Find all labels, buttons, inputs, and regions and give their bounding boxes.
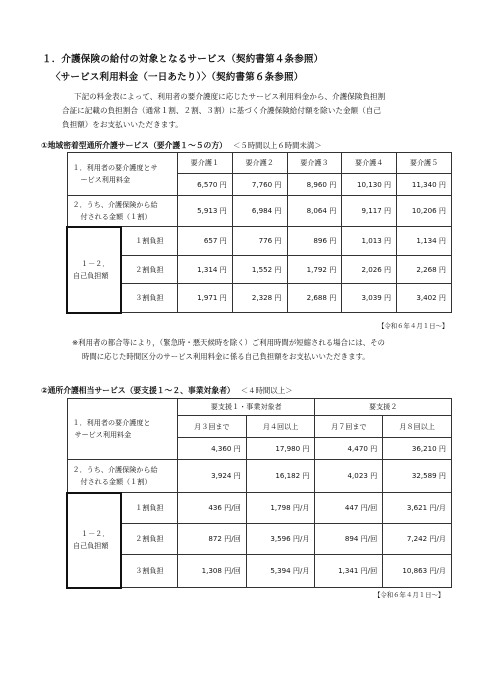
- burden-cell: 447 円/回: [315, 493, 383, 524]
- fee-cell: 36,210 円: [383, 438, 452, 460]
- insurance-cell: 9,117 円: [342, 196, 397, 227]
- insurance-cell: 6,984 円: [232, 196, 287, 227]
- fee-cell: 17,980 円: [246, 438, 315, 460]
- fee-cell: 6,570 円: [177, 174, 232, 196]
- self-pay-label: [67, 227, 121, 313]
- section-heading: １．介護保険の給付の対象となるサービス（契約書第４条参照）: [42, 54, 324, 65]
- subheader-up-to-3: 月３回まで: [178, 416, 247, 438]
- section1-title-text: ①地域密着型通所介護サービス（要介護１～５の方）: [41, 141, 227, 150]
- self-pay-label-line1: １－２．: [81, 258, 110, 268]
- burden-cell: 3,402 円: [397, 284, 452, 313]
- row2-label-line2: 付される金額（１割）: [80, 476, 152, 486]
- burden-cell: 1,792 円: [287, 256, 342, 284]
- insurance-cell: 3,924 円: [178, 460, 247, 493]
- subheader-up-to-7: 月７回まで: [315, 416, 383, 438]
- burden-cell: 5,394 円/月: [246, 555, 315, 588]
- burden-cell: 1,552 円: [232, 256, 287, 284]
- row2-label-line1: ２．うち、介護保険から給: [72, 199, 158, 209]
- header-care-level-2: 要介護２: [232, 153, 287, 174]
- header-care-level-5: 要介護５: [397, 153, 452, 174]
- header-care-level-1: 要介護１: [177, 153, 232, 174]
- section1-fee-table: [66, 152, 452, 314]
- self-pay-label-line2: 自己負担額: [73, 270, 109, 280]
- row1-label-line1: １．利用者の要介護度とサ: [72, 163, 158, 172]
- fee-cell: 7,760 円: [232, 174, 287, 196]
- header-care-level-3: 要介護３: [287, 153, 342, 174]
- fee-cell: 4,470 円: [315, 438, 383, 460]
- section2-effective-date: 【令和６年４月１日～】: [374, 591, 445, 599]
- header-support-1: 要支援１・事業対象者: [178, 399, 315, 416]
- subheader-8-plus: 月８回以上: [383, 416, 452, 438]
- row1-label-line2: サービス利用料金: [74, 430, 132, 439]
- intro-line-3: 負担額）をお支払いいただきます。: [62, 120, 183, 129]
- row2-label-line1: ２．うち、介護保険から給: [72, 464, 158, 474]
- insurance-cell: 10,206 円: [397, 196, 452, 227]
- burden-cell: 1,798 円/月: [246, 493, 315, 524]
- row2-label-line2: 付される金額（１割）: [80, 211, 152, 221]
- intro-line-2: 合証に記載の負担割合（通常１割、２割、３割）に基づく介護保険給付額を除いた金額（自己: [62, 106, 381, 115]
- insurance-cell: 8,064 円: [287, 196, 342, 227]
- self-pay-label-line1: １－２．: [81, 529, 110, 538]
- row1-label: [67, 399, 178, 460]
- burden-cell: 2,026 円: [342, 256, 397, 284]
- row2-label: [67, 460, 178, 493]
- fee-cell: 4,360 円: [178, 438, 247, 460]
- burden-cell: 894 円/回: [315, 524, 383, 555]
- section2-title-text: ②通所介護相当サービス（要支援１～２、事業対象者）: [41, 386, 235, 395]
- burden-cell: 10,863 円/月: [383, 555, 452, 588]
- burden-cell: 657 円: [177, 227, 232, 256]
- section1-effective-date: 【令和６年４月１日～】: [378, 322, 449, 330]
- burden-cell: 1,971 円: [177, 284, 232, 313]
- burden-label-1: １割負担: [121, 227, 178, 256]
- burden-cell: 7,242 円/月: [383, 524, 452, 555]
- section1-title: [41, 140, 322, 151]
- row1-label: [67, 153, 177, 196]
- burden-cell: 1,134 円: [397, 227, 452, 256]
- burden-cell: 2,328 円: [232, 284, 287, 313]
- insurance-cell: 32,589 円: [383, 460, 452, 493]
- fee-cell: 10,130 円: [342, 174, 397, 196]
- burden-cell: 3,596 円/月: [246, 524, 315, 555]
- insurance-cell: 16,182 円: [246, 460, 315, 493]
- burden-cell: 1,308 円/回: [178, 555, 247, 588]
- burden-cell: 1,013 円: [342, 227, 397, 256]
- insurance-cell: 5,913 円: [177, 196, 232, 227]
- burden-cell: 1,341 円/回: [315, 555, 383, 588]
- section2-time-note: ＜４時間以上＞: [240, 386, 293, 395]
- insurance-cell: 4,023 円: [315, 460, 383, 493]
- header-support-2: 要支援２: [315, 399, 452, 416]
- burden-label-1: １割負担: [121, 493, 178, 524]
- section2-fee-table: [66, 398, 452, 589]
- burden-cell: 1,314 円: [177, 256, 232, 284]
- burden-cell: 872 円/回: [178, 524, 247, 555]
- burden-cell: 436 円/回: [178, 493, 247, 524]
- subheader-4-plus: 月４回以上: [246, 416, 315, 438]
- burden-cell: 2,688 円: [287, 284, 342, 313]
- notice-line-2: 時間に応じた時間区分のサービス利用料金に係る自己負担額をお支払いいただきます。: [82, 352, 370, 361]
- fee-cell: 11,340 円: [397, 174, 452, 196]
- self-pay-label-line2: 自己負担額: [73, 541, 109, 550]
- notice-line-1: ※利用者の都合等により，（緊急時・悪天候時を除く）ご利用時間が短縮される場合には、その: [72, 338, 385, 347]
- burden-cell: 776 円: [232, 227, 287, 256]
- burden-cell: 3,039 円: [342, 284, 397, 313]
- intro-line-1: 下記の料金表によって、利用者の要介護度に応じたサービス利用料金から、介護保険負担割: [74, 92, 386, 101]
- row1-label-line1: １．利用者の要介護度と: [72, 418, 151, 427]
- burden-label-3: ３割負担: [121, 555, 178, 588]
- burden-label-2: ２割負担: [121, 524, 178, 555]
- burden-cell: 896 円: [287, 227, 342, 256]
- burden-cell: 2,268 円: [397, 256, 452, 284]
- row2-label: [67, 196, 177, 227]
- self-pay-label: [67, 493, 121, 588]
- section1-time-note: ＜５時間以上６時間未満＞: [232, 141, 322, 150]
- header-care-level-4: 要介護４: [342, 153, 397, 174]
- burden-cell: 3,621 円/月: [383, 493, 452, 524]
- section-subheading: 〈サービス利用料金（一日あたり）〉（契約書第６条参照）: [51, 72, 304, 83]
- burden-label-3: ３割負担: [121, 284, 178, 313]
- row1-label-line2: ービス利用料金: [80, 175, 131, 184]
- burden-label-2: ２割負担: [121, 256, 178, 284]
- section2-title: [41, 385, 292, 396]
- fee-cell: 8,960 円: [287, 174, 342, 196]
